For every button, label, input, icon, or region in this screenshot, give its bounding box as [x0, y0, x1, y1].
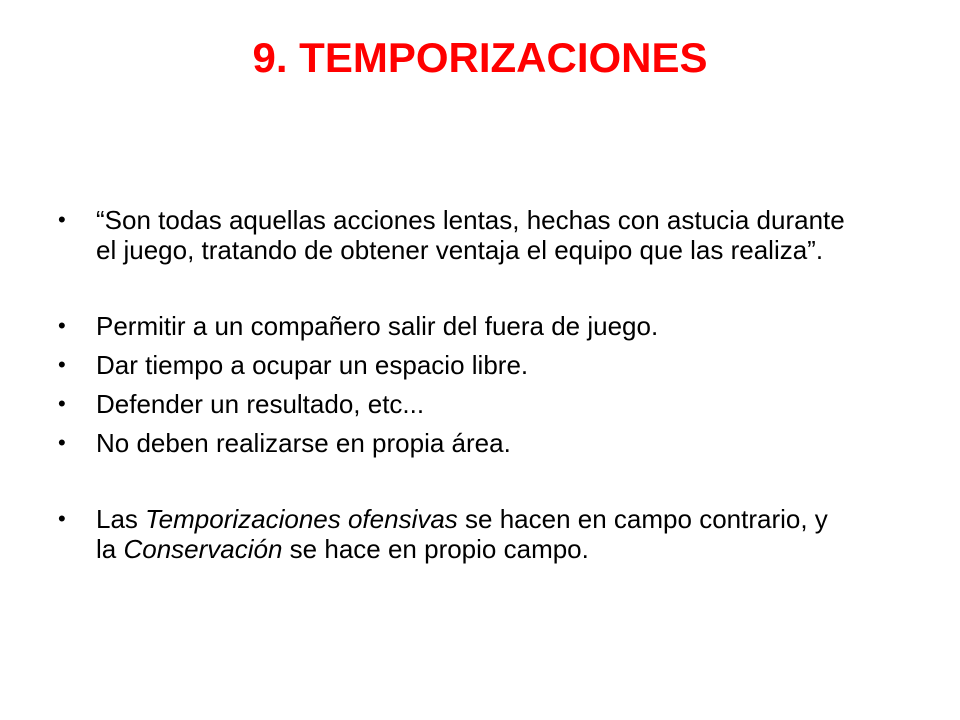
bullet-icon: •: [58, 506, 66, 531]
bullet-text: [96, 504, 828, 564]
bullet-item-own-area: [58, 428, 848, 458]
bullet-icon: •: [58, 207, 66, 232]
text-part: se hacen en campo contrario, y la: [96, 504, 828, 564]
bullet-text: Permitir a un compañero salir del fuera de juego.: [96, 311, 659, 341]
bullet-item-free-space: [58, 350, 848, 380]
bullet-item-offside: [58, 311, 848, 341]
italic-term: Conservación: [123, 534, 283, 564]
bullet-icon: •: [58, 352, 66, 377]
slide-title: 9. TEMPORIZACIONES: [252, 34, 708, 81]
bullet-list: [58, 205, 848, 564]
bullet-text: Dar tiempo a ocupar un espacio libre.: [96, 350, 529, 380]
bullet-text: Defender un resultado, etc...: [96, 389, 425, 419]
bullet-text: “Son todas aquellas acciones lentas, hechas con astucia durante el juego, tratando de obtener ventaja el equipo que las realiza”.: [96, 205, 845, 265]
bullet-item-offensive-temporizations: [58, 504, 848, 564]
text-part: Las: [96, 504, 146, 534]
bullet-item-defend-result: [58, 389, 848, 419]
italic-term: Temporizaciones ofensivas: [145, 504, 458, 534]
bullet-text: No deben realizarse en propia área.: [96, 428, 511, 458]
text-part: se hace en propio campo.: [282, 534, 589, 564]
bullet-icon: •: [58, 313, 66, 338]
bullet-icon: •: [58, 430, 66, 455]
bullet-icon: •: [58, 391, 66, 416]
bullet-item-definition: [58, 205, 848, 265]
